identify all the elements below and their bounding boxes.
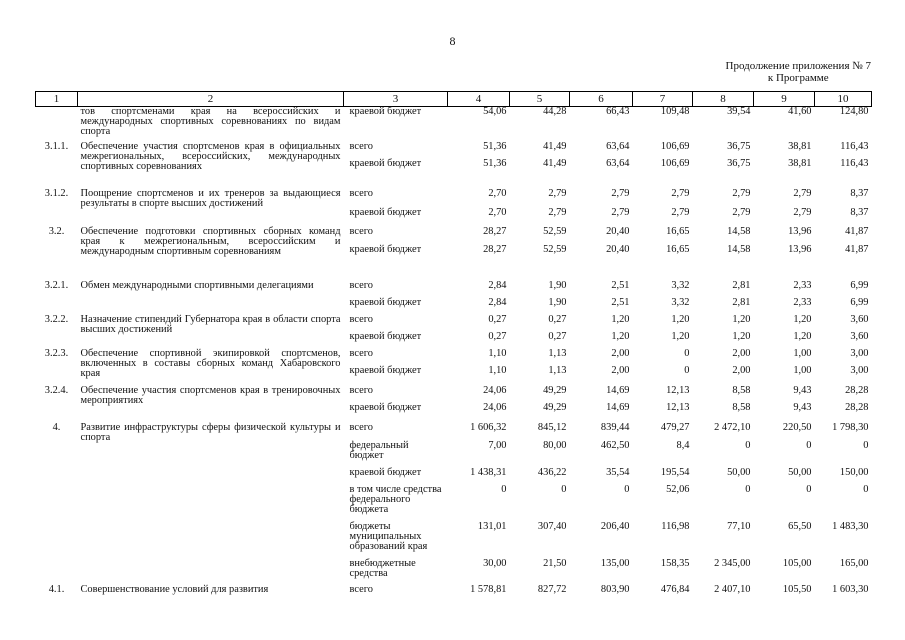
amount-cell: 36,75 xyxy=(727,157,751,169)
amount-cell: 0 xyxy=(684,347,690,359)
amount-cell: 16,65 xyxy=(666,243,690,255)
column-header: 3 xyxy=(344,92,448,107)
column-header: 5 xyxy=(510,92,570,107)
table-row xyxy=(36,227,872,245)
amount-cell: 2,33 xyxy=(793,296,812,308)
amount-cell: 803,90 xyxy=(600,583,630,595)
amount-cell: 0 xyxy=(745,483,751,495)
amount-cell: 6,99 xyxy=(850,279,869,291)
table-row xyxy=(36,585,872,601)
amount-cell: 41,87 xyxy=(845,225,869,237)
amount-cell: 105,00 xyxy=(782,557,812,569)
item-number: 3.2.2. xyxy=(44,313,69,325)
amount-cell: 220,50 xyxy=(782,421,812,433)
amount-cell: 2,00 xyxy=(732,347,751,359)
amount-cell: 1 798,30 xyxy=(832,421,869,433)
amount-cell: 2 407,10 xyxy=(714,583,751,595)
funding-source: всего xyxy=(349,225,373,237)
amount-cell: 2,51 xyxy=(611,296,630,308)
amount-cell: 41,87 xyxy=(845,243,869,255)
amount-cell: 1,10 xyxy=(488,347,507,359)
amount-cell: 158,35 xyxy=(660,557,690,569)
amount-cell: 1 438,31 xyxy=(470,466,507,478)
amount-cell: 462,50 xyxy=(600,439,630,451)
amount-cell: 2,79 xyxy=(732,206,751,218)
amount-cell: 0 xyxy=(806,439,812,451)
item-number: 3.2.1. xyxy=(44,279,69,291)
item-name: Назначение стипендий Губернатора края в области спорта высших достижений xyxy=(80,313,341,335)
amount-cell: 66,43 xyxy=(606,106,630,117)
table-row xyxy=(36,423,872,441)
table-row xyxy=(36,281,872,298)
table-row xyxy=(36,386,872,403)
item-name: Обеспечение подготовки спортивных сборных команд края к межрегиональным, всероссийским и международным спортивным соревнованиям xyxy=(80,225,341,257)
amount-cell: 0 xyxy=(745,439,751,451)
amount-cell: 839,44 xyxy=(600,421,630,433)
funding-source: краевой бюджет xyxy=(349,243,422,255)
amount-cell: 2,81 xyxy=(732,279,751,291)
amount-cell: 0 xyxy=(561,483,567,495)
amount-cell: 165,00 xyxy=(839,557,869,569)
amount-cell: 16,65 xyxy=(666,225,690,237)
amount-cell: 36,75 xyxy=(727,140,751,152)
amount-cell: 0 xyxy=(863,439,869,451)
funding-source: всего xyxy=(349,187,373,199)
amount-cell: 116,98 xyxy=(661,520,690,532)
amount-cell: 2,84 xyxy=(488,296,507,308)
amount-cell: 2,79 xyxy=(611,206,630,218)
amount-cell: 13,96 xyxy=(788,225,812,237)
table-row xyxy=(36,349,872,366)
amount-cell: 106,69 xyxy=(660,157,690,169)
amount-cell: 1,90 xyxy=(548,296,567,308)
amount-cell: 28,28 xyxy=(845,384,869,396)
funding-source: всего xyxy=(349,347,373,359)
amount-cell: 8,37 xyxy=(850,206,869,218)
amount-cell: 2 345,00 xyxy=(714,557,751,569)
amount-cell: 20,40 xyxy=(606,243,630,255)
amount-cell: 195,54 xyxy=(660,466,690,478)
amount-cell: 116,43 xyxy=(840,157,869,169)
amount-cell: 3,60 xyxy=(850,313,869,325)
amount-cell: 124,80 xyxy=(839,106,869,117)
amount-cell: 106,69 xyxy=(660,140,690,152)
amount-cell: 80,00 xyxy=(543,439,567,451)
amount-cell: 2 472,10 xyxy=(714,421,751,433)
amount-cell: 1,90 xyxy=(548,279,567,291)
amount-cell: 1,20 xyxy=(793,330,812,342)
amount-cell: 109,48 xyxy=(660,106,690,117)
amount-cell: 0,27 xyxy=(548,313,567,325)
amount-cell: 0 xyxy=(684,364,690,376)
column-header: 4 xyxy=(448,92,510,107)
amount-cell: 3,00 xyxy=(850,364,869,376)
amount-cell: 14,69 xyxy=(606,384,630,396)
amount-cell: 2,70 xyxy=(488,206,507,218)
item-number: 3.1.2. xyxy=(44,187,69,199)
amount-cell: 1,20 xyxy=(611,330,630,342)
amount-cell: 0,27 xyxy=(548,330,567,342)
amount-cell: 1,20 xyxy=(671,313,690,325)
column-header: 10 xyxy=(815,92,872,107)
amount-cell: 1,20 xyxy=(671,330,690,342)
funding-source: краевой бюджет xyxy=(349,106,422,117)
table-header-row xyxy=(36,92,872,107)
funding-source: краевой бюджет xyxy=(349,296,422,308)
item-name: Развитие инфраструктуры сферы физической культуры и спорта xyxy=(80,421,341,443)
amount-cell: 2,79 xyxy=(732,187,751,199)
table-row xyxy=(36,189,872,208)
amount-cell: 2,00 xyxy=(611,364,630,376)
amount-cell: 0,27 xyxy=(488,313,507,325)
item-number: 3.2.4. xyxy=(44,384,69,396)
amount-cell: 0 xyxy=(501,483,507,495)
amount-cell: 206,40 xyxy=(600,520,630,532)
amount-cell: 2,79 xyxy=(611,187,630,199)
item-number: 3.1.1. xyxy=(44,140,69,152)
amount-cell: 20,40 xyxy=(606,225,630,237)
amount-cell: 8,58 xyxy=(732,384,751,396)
amount-cell: 2,79 xyxy=(671,206,690,218)
amount-cell: 307,40 xyxy=(537,520,567,532)
funding-source: всего xyxy=(349,421,373,433)
amount-cell: 0 xyxy=(806,483,812,495)
item-number: 3.2. xyxy=(48,225,65,237)
amount-cell: 2,81 xyxy=(732,296,751,308)
amount-cell: 2,33 xyxy=(793,279,812,291)
amount-cell: 3,00 xyxy=(850,347,869,359)
amount-cell: 1,20 xyxy=(793,313,812,325)
amount-cell: 7,00 xyxy=(488,439,507,451)
amount-cell: 8,4 xyxy=(676,439,690,451)
table-row xyxy=(36,315,872,332)
amount-cell: 0,27 xyxy=(488,330,507,342)
amount-cell: 1 578,81 xyxy=(470,583,507,595)
amount-cell: 49,29 xyxy=(543,384,567,396)
amount-cell: 28,28 xyxy=(845,401,869,413)
column-header: 7 xyxy=(633,92,693,107)
column-header: 9 xyxy=(754,92,815,107)
item-name: Обмен международными спортивными делегациями xyxy=(80,279,314,291)
amount-cell: 39,54 xyxy=(727,106,751,117)
amount-cell: 1,00 xyxy=(793,364,812,376)
amount-cell: 52,59 xyxy=(543,225,567,237)
amount-cell: 1,20 xyxy=(732,313,751,325)
amount-cell: 1,10 xyxy=(488,364,507,376)
item-name: Обеспечение участия спортсменов края в официальных межрегиональных, всероссийских, международных спортивных соревнованиях xyxy=(80,140,341,172)
amount-cell: 28,27 xyxy=(483,243,507,255)
item-number: 4.1. xyxy=(48,583,65,595)
amount-cell: 2,79 xyxy=(548,206,567,218)
column-header: 1 xyxy=(36,92,78,107)
amount-cell: 1,20 xyxy=(732,330,751,342)
amount-cell: 436,22 xyxy=(537,466,567,478)
amount-cell: 51,36 xyxy=(483,157,507,169)
amount-cell: 9,43 xyxy=(793,384,812,396)
amount-cell: 41,49 xyxy=(543,157,567,169)
amount-cell: 44,28 xyxy=(543,106,567,117)
amount-cell: 9,43 xyxy=(793,401,812,413)
funding-source: всего xyxy=(349,279,373,291)
table-row xyxy=(36,107,872,142)
funding-source: краевой бюджет xyxy=(349,330,422,342)
funding-source: всего xyxy=(349,384,373,396)
amount-cell: 28,27 xyxy=(483,225,507,237)
funding-source: краевой бюджет xyxy=(349,466,422,478)
continuation-note xyxy=(726,60,871,84)
amount-cell: 3,32 xyxy=(671,279,690,291)
amount-cell: 49,29 xyxy=(543,401,567,413)
continuation-line-2: к Программе xyxy=(767,72,829,84)
funding-source: федеральный бюджет xyxy=(349,439,409,461)
amount-cell: 2,79 xyxy=(793,206,812,218)
item-name: тов спортсменами края на всероссийских и международных спортивных соревнованиях по видам спорта xyxy=(80,106,341,137)
amount-cell: 14,58 xyxy=(727,225,751,237)
amount-cell: 1,20 xyxy=(611,313,630,325)
amount-cell: 2,00 xyxy=(732,364,751,376)
amount-cell: 52,59 xyxy=(543,243,567,255)
budget-table xyxy=(35,91,872,601)
amount-cell: 150,00 xyxy=(839,466,869,478)
amount-cell: 8,37 xyxy=(850,187,869,199)
item-number: 3.2.3. xyxy=(44,347,69,359)
continuation-line-1: Продолжение приложения № 7 xyxy=(725,60,871,72)
column-header: 2 xyxy=(78,92,344,107)
funding-source: краевой бюджет xyxy=(349,157,422,169)
amount-cell: 1,13 xyxy=(548,347,567,359)
amount-cell: 105,50 xyxy=(782,583,812,595)
amount-cell: 14,69 xyxy=(606,401,630,413)
amount-cell: 24,06 xyxy=(483,384,507,396)
funding-source: в том числе средства федерального бюджета xyxy=(349,483,442,515)
amount-cell: 827,72 xyxy=(537,583,567,595)
amount-cell: 50,00 xyxy=(727,466,751,478)
amount-cell: 21,50 xyxy=(543,557,567,569)
amount-cell: 2,70 xyxy=(488,187,507,199)
amount-cell: 1 483,30 xyxy=(832,520,869,532)
funding-source: всего xyxy=(349,583,373,595)
amount-cell: 476,84 xyxy=(660,583,690,595)
amount-cell: 845,12 xyxy=(537,421,567,433)
item-name: Совершенствование условий для развития xyxy=(80,583,269,595)
amount-cell: 1 606,32 xyxy=(470,421,507,433)
amount-cell: 54,06 xyxy=(483,106,507,117)
amount-cell: 38,81 xyxy=(788,157,812,169)
amount-cell: 479,27 xyxy=(660,421,690,433)
amount-cell: 63,64 xyxy=(606,157,630,169)
column-header: 8 xyxy=(693,92,754,107)
amount-cell: 13,96 xyxy=(788,243,812,255)
amount-cell: 35,54 xyxy=(606,466,630,478)
amount-cell: 41,49 xyxy=(543,140,567,152)
amount-cell: 52,06 xyxy=(666,483,690,495)
amount-cell: 6,99 xyxy=(850,296,869,308)
funding-source: краевой бюджет xyxy=(349,364,422,376)
amount-cell: 135,00 xyxy=(600,557,630,569)
amount-cell: 2,79 xyxy=(548,187,567,199)
amount-cell: 41,60 xyxy=(788,106,812,117)
item-number xyxy=(36,107,78,142)
amount-cell: 51,36 xyxy=(483,140,507,152)
amount-cell: 3,32 xyxy=(671,296,690,308)
funding-source: бюджеты муниципальных образований края xyxy=(349,520,428,552)
amount-cell: 2,00 xyxy=(611,347,630,359)
item-name: Обеспечение участия спортсменов края в тренировочных мероприятиях xyxy=(80,384,341,406)
funding-source: краевой бюджет xyxy=(349,401,422,413)
amount-cell: 38,81 xyxy=(788,140,812,152)
amount-cell: 2,84 xyxy=(488,279,507,291)
column-header: 6 xyxy=(570,92,633,107)
amount-cell: 1,13 xyxy=(548,364,567,376)
amount-cell: 131,01 xyxy=(477,520,507,532)
amount-cell: 2,79 xyxy=(793,187,812,199)
item-number: 4. xyxy=(52,421,61,433)
table-row xyxy=(36,142,872,159)
amount-cell: 0 xyxy=(624,483,630,495)
amount-cell: 0 xyxy=(863,483,869,495)
page-number: 8 xyxy=(449,34,456,48)
amount-cell: 8,58 xyxy=(732,401,751,413)
amount-cell: 1 603,30 xyxy=(832,583,869,595)
amount-cell: 2,51 xyxy=(611,279,630,291)
amount-cell: 30,00 xyxy=(483,557,507,569)
funding-source: внебюджетные средства xyxy=(349,557,416,579)
amount-cell: 77,10 xyxy=(727,520,751,532)
item-name: Поощрение спортсменов и их тренеров за выдающиеся результаты в спорте высших достижений xyxy=(80,187,341,209)
funding-source: всего xyxy=(349,313,373,325)
amount-cell: 12,13 xyxy=(666,384,690,396)
amount-cell: 2,79 xyxy=(671,187,690,199)
amount-cell: 65,50 xyxy=(788,520,812,532)
funding-source: всего xyxy=(349,140,373,152)
amount-cell: 3,60 xyxy=(850,330,869,342)
amount-cell: 1,00 xyxy=(793,347,812,359)
funding-source: краевой бюджет xyxy=(349,206,422,218)
amount-cell: 116,43 xyxy=(840,140,869,152)
amount-cell: 24,06 xyxy=(483,401,507,413)
amount-cell: 12,13 xyxy=(666,401,690,413)
amount-cell: 50,00 xyxy=(788,466,812,478)
item-name: Обеспечение спортивной экипировкой спортсменов, включенных в составы сборных команд Хабаровского края xyxy=(80,347,341,379)
amount-cell: 14,58 xyxy=(727,243,751,255)
amount-cell: 63,64 xyxy=(606,140,630,152)
